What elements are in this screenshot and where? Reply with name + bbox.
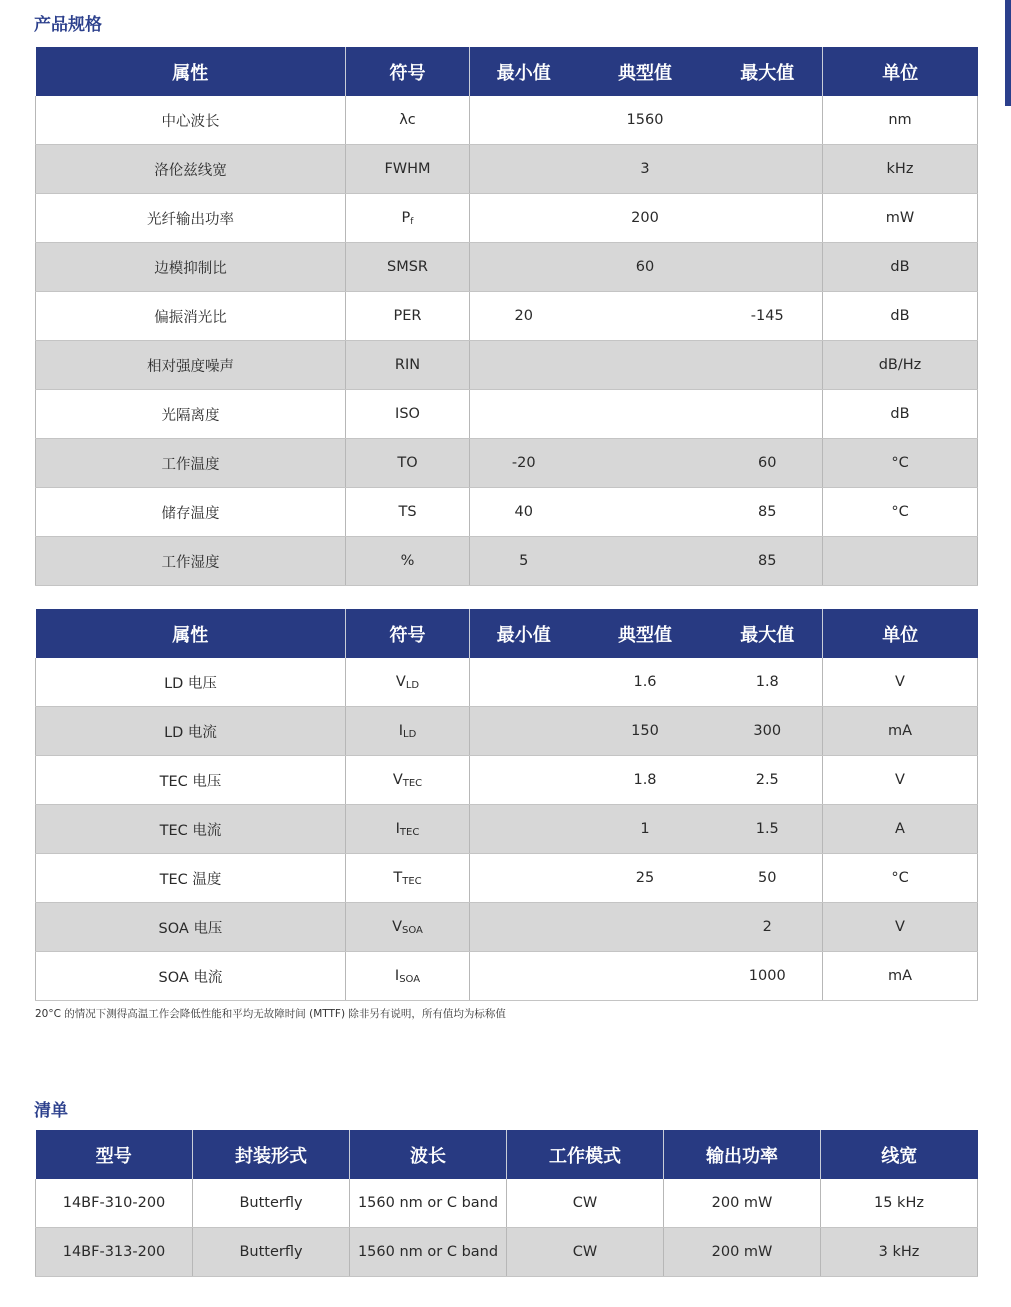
cell-model: 14BF-313-200 xyxy=(36,1228,193,1277)
table-row xyxy=(36,145,978,194)
header-symbol: 符号 xyxy=(346,47,470,96)
cell-typ: 25 xyxy=(578,854,713,903)
table-row xyxy=(36,96,978,145)
cell-symbol xyxy=(346,243,470,292)
cell-min xyxy=(470,145,578,194)
cell-attr: 洛伦兹线宽 xyxy=(36,145,346,194)
symbol-text: ISO xyxy=(395,406,420,422)
cell-min: 20 xyxy=(470,292,578,341)
cell-unit: °C xyxy=(823,854,978,903)
model-list-table xyxy=(35,1130,978,1277)
header-unit: 单位 xyxy=(823,47,978,96)
symbol-text: FWHM xyxy=(384,161,431,177)
cell-min: 5 xyxy=(470,537,578,586)
cell-max: 1000 xyxy=(713,952,823,1001)
cell-typ: 150 xyxy=(578,707,713,756)
symbol-text: V xyxy=(392,771,403,788)
cell-mode: CW xyxy=(507,1228,664,1277)
symbol-text: I xyxy=(394,967,400,984)
symbol-text: PER xyxy=(393,308,422,324)
cell-unit: mW xyxy=(823,194,978,243)
cell-typ xyxy=(578,488,713,537)
cell-attr: 工作温度 xyxy=(36,439,346,488)
cell-typ: 200 xyxy=(578,194,713,243)
cell-attr: TEC 温度 xyxy=(36,854,346,903)
cell-unit: dB xyxy=(823,390,978,439)
cell-typ xyxy=(578,390,713,439)
cell-min xyxy=(470,658,578,707)
cell-typ: 1560 xyxy=(578,96,713,145)
cell-unit: mA xyxy=(823,952,978,1001)
cell-min xyxy=(470,194,578,243)
header-attr: 属性 xyxy=(36,47,346,96)
header-package: 封装形式 xyxy=(193,1130,350,1179)
cell-min xyxy=(470,805,578,854)
table-row xyxy=(36,756,978,805)
symbol-text: I xyxy=(395,820,400,837)
cell-max: -145 xyxy=(713,292,823,341)
table-row xyxy=(36,1179,978,1228)
cell-attr: 工作湿度 xyxy=(36,537,346,586)
table-header-row xyxy=(36,47,978,96)
symbol-subscript: TEC xyxy=(402,875,422,887)
cell-attr: 光纤输出功率 xyxy=(36,194,346,243)
table-row xyxy=(36,537,978,586)
cell-typ xyxy=(578,537,713,586)
cell-typ: 1.6 xyxy=(578,658,713,707)
footnote: 20°C 的情况下测得高温工作会降低性能和平均无故障时间 (MTTF) 除非另有说明，所有值均为标称值 xyxy=(35,1008,506,1020)
cell-typ: 3 xyxy=(578,145,713,194)
list-section-title: 清单 xyxy=(34,1101,68,1121)
table-row xyxy=(36,854,978,903)
cell-max: 50 xyxy=(713,854,823,903)
symbol-text: V xyxy=(395,673,406,690)
cell-wavelength: 1560 nm or C band xyxy=(350,1179,507,1228)
cell-max: 1.5 xyxy=(713,805,823,854)
cell-unit: V xyxy=(823,903,978,952)
table-header-row xyxy=(36,1130,978,1179)
table-header-row xyxy=(36,609,978,658)
cell-unit: kHz xyxy=(823,145,978,194)
symbol-text: V xyxy=(392,918,403,935)
cell-max: 85 xyxy=(713,488,823,537)
symbol-subscript: LD xyxy=(403,728,417,740)
cell-typ xyxy=(578,292,713,341)
symbol-subscript: f xyxy=(410,216,414,227)
cell-unit: A xyxy=(823,805,978,854)
cell-unit: V xyxy=(823,756,978,805)
header-mode: 工作模式 xyxy=(507,1130,664,1179)
header-attr: 属性 xyxy=(36,609,346,658)
cell-typ: 60 xyxy=(578,243,713,292)
symbol-text: P xyxy=(401,209,411,226)
cell-symbol xyxy=(346,854,470,903)
cell-unit: V xyxy=(823,658,978,707)
cell-symbol xyxy=(346,756,470,805)
cell-min xyxy=(470,96,578,145)
cell-symbol xyxy=(346,488,470,537)
header-max: 最大值 xyxy=(713,47,823,96)
cell-max xyxy=(713,194,823,243)
symbol-subscript: TEC xyxy=(399,826,420,838)
cell-symbol xyxy=(346,707,470,756)
cell-power: 200 mW xyxy=(664,1228,821,1277)
symbol-text: TS xyxy=(398,504,417,520)
cell-symbol xyxy=(346,903,470,952)
table-row xyxy=(36,292,978,341)
table-row xyxy=(36,488,978,537)
cell-mode: CW xyxy=(507,1179,664,1228)
cell-typ xyxy=(578,903,713,952)
cell-unit: nm xyxy=(823,96,978,145)
symbol-subscript: TEC xyxy=(402,777,423,789)
cell-max: 300 xyxy=(713,707,823,756)
header-symbol: 符号 xyxy=(346,609,470,658)
cell-min xyxy=(470,243,578,292)
cell-attr: TEC 电压 xyxy=(36,756,346,805)
cell-symbol xyxy=(346,145,470,194)
cell-typ xyxy=(578,952,713,1001)
spec-table-optical xyxy=(35,47,978,586)
cell-attr: 偏振消光比 xyxy=(36,292,346,341)
header-unit: 单位 xyxy=(823,609,978,658)
header-linewidth: 线宽 xyxy=(821,1130,978,1179)
symbol-text: I xyxy=(398,722,403,739)
cell-max xyxy=(713,243,823,292)
cell-min xyxy=(470,952,578,1001)
cell-symbol xyxy=(346,96,470,145)
header-max: 最大值 xyxy=(713,609,823,658)
cell-symbol xyxy=(346,952,470,1001)
table-row xyxy=(36,658,978,707)
header-wavelength: 波长 xyxy=(350,1130,507,1179)
table-row xyxy=(36,707,978,756)
spec-section-title: 产品规格 xyxy=(34,15,102,35)
cell-symbol xyxy=(346,341,470,390)
cell-min xyxy=(470,903,578,952)
cell-max: 2.5 xyxy=(713,756,823,805)
cell-attr: SOA 电流 xyxy=(36,952,346,1001)
cell-unit: dB xyxy=(823,243,978,292)
cell-unit: dB xyxy=(823,292,978,341)
cell-min xyxy=(470,390,578,439)
cell-symbol xyxy=(346,439,470,488)
cell-attr: LD 电流 xyxy=(36,707,346,756)
header-min: 最小值 xyxy=(470,609,578,658)
cell-attr: 中心波长 xyxy=(36,96,346,145)
table-row xyxy=(36,243,978,292)
cell-max: 85 xyxy=(713,537,823,586)
cell-typ: 1 xyxy=(578,805,713,854)
cell-unit xyxy=(823,537,978,586)
cell-attr: SOA 电压 xyxy=(36,903,346,952)
cell-typ xyxy=(578,341,713,390)
cell-unit: °C xyxy=(823,488,978,537)
cell-symbol xyxy=(346,658,470,707)
header-power: 输出功率 xyxy=(664,1130,821,1179)
cell-max: 2 xyxy=(713,903,823,952)
symbol-text: RIN xyxy=(394,357,421,373)
cell-unit: °C xyxy=(823,439,978,488)
table-row xyxy=(36,390,978,439)
cell-attr: 相对强度噪声 xyxy=(36,341,346,390)
cell-package: Butterfly xyxy=(193,1179,350,1228)
cell-unit: mA xyxy=(823,707,978,756)
cell-package: Butterfly xyxy=(193,1228,350,1277)
cell-min: -20 xyxy=(470,439,578,488)
cell-symbol xyxy=(346,537,470,586)
cell-min xyxy=(470,707,578,756)
header-typ: 典型值 xyxy=(578,47,713,96)
table-row xyxy=(36,805,978,854)
table-row xyxy=(36,952,978,1001)
cell-typ xyxy=(578,439,713,488)
cell-linewidth: 3 kHz xyxy=(821,1228,978,1277)
symbol-text: T xyxy=(393,869,403,886)
symbol-subscript: LD xyxy=(405,679,420,691)
cell-symbol xyxy=(346,194,470,243)
cell-unit: dB/Hz xyxy=(823,341,978,390)
header-min: 最小值 xyxy=(470,47,578,96)
cell-model: 14BF-310-200 xyxy=(36,1179,193,1228)
cell-linewidth: 15 kHz xyxy=(821,1179,978,1228)
cell-attr: TEC 电流 xyxy=(36,805,346,854)
symbol-subscript: SOA xyxy=(402,924,423,936)
cell-symbol xyxy=(346,805,470,854)
cell-min: 40 xyxy=(470,488,578,537)
cell-max: 60 xyxy=(713,439,823,488)
cell-wavelength: 1560 nm or C band xyxy=(350,1228,507,1277)
table-row xyxy=(36,903,978,952)
cell-max xyxy=(713,341,823,390)
header-model: 型号 xyxy=(36,1130,193,1179)
cell-symbol xyxy=(346,390,470,439)
cell-min xyxy=(470,341,578,390)
cell-attr: 边模抑制比 xyxy=(36,243,346,292)
table-row xyxy=(36,341,978,390)
cell-attr: LD 电压 xyxy=(36,658,346,707)
symbol-text: λc xyxy=(399,112,416,128)
cell-attr: 光隔离度 xyxy=(36,390,346,439)
symbol-text: TO xyxy=(397,455,418,471)
symbol-subscript: SOA xyxy=(399,973,421,985)
cell-min xyxy=(470,854,578,903)
symbol-text: % xyxy=(400,553,415,569)
table-row xyxy=(36,1228,978,1277)
cell-attr: 储存温度 xyxy=(36,488,346,537)
table-row xyxy=(36,194,978,243)
cell-typ: 1.8 xyxy=(578,756,713,805)
cell-max: 1.8 xyxy=(713,658,823,707)
spec-table-electrical xyxy=(35,609,978,1001)
cell-max xyxy=(713,390,823,439)
cell-power: 200 mW xyxy=(664,1179,821,1228)
table-row xyxy=(36,439,978,488)
symbol-text: SMSR xyxy=(387,259,428,275)
header-typ: 典型值 xyxy=(578,609,713,658)
cell-symbol xyxy=(346,292,470,341)
cell-max xyxy=(713,96,823,145)
cell-min xyxy=(470,756,578,805)
cell-max xyxy=(713,145,823,194)
page-edge-accent xyxy=(1005,0,1011,106)
